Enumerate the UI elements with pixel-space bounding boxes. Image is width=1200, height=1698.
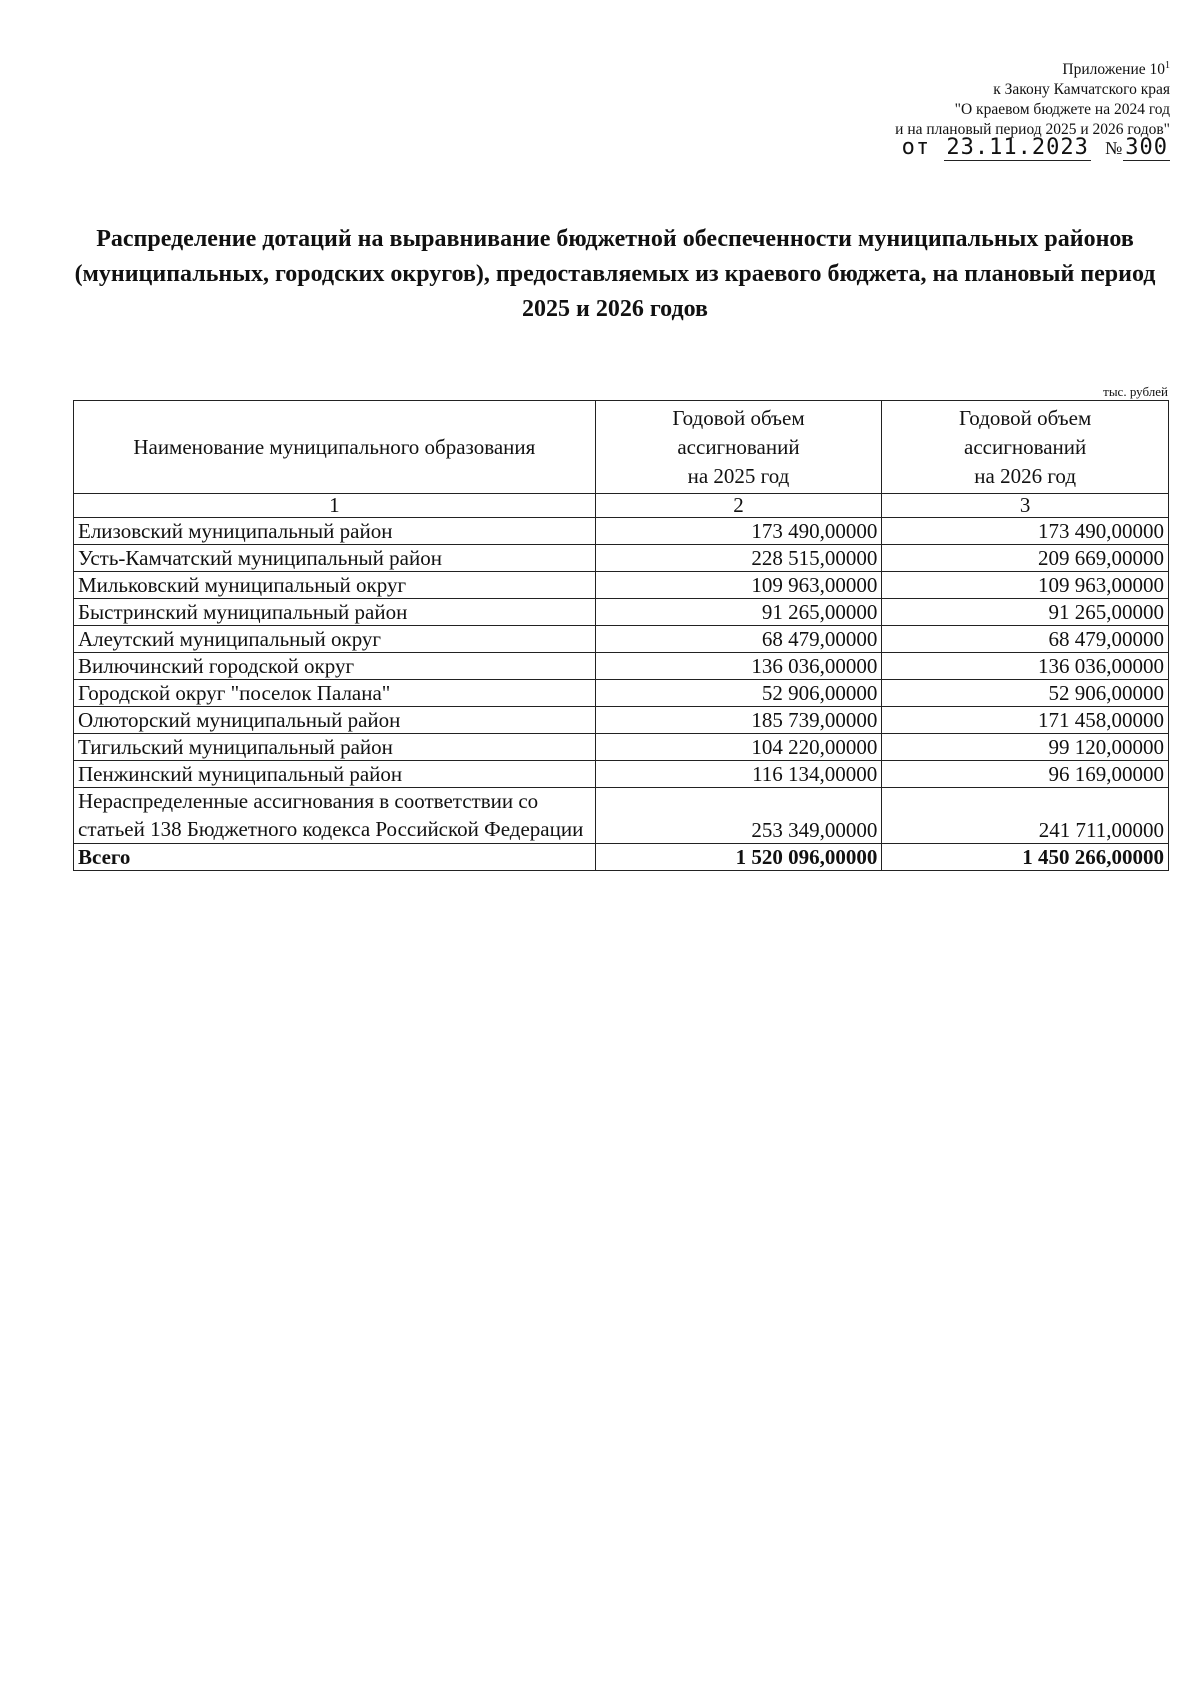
- header-2026-line-1: Годовой объем: [959, 405, 1092, 430]
- header-2025: [595, 401, 882, 494]
- appendix-line-3: "О краевом бюджете на 2024 год: [954, 101, 1170, 118]
- row-2026: 171 458,00000: [882, 707, 1169, 734]
- row-name: Городской округ "поселок Палана": [74, 680, 596, 707]
- header-2026: [882, 401, 1169, 494]
- row-2025: 68 479,00000: [595, 626, 882, 653]
- row-name: Нераспределенные ассигнования в соответствии со статьей 138 Бюджетного кодекса Российской Федерации: [74, 788, 596, 844]
- total-label: Всего: [74, 844, 596, 871]
- row-2025: 109 963,00000: [595, 572, 882, 599]
- row-2026: 52 906,00000: [882, 680, 1169, 707]
- table-row: [74, 518, 1169, 545]
- row-name: Вилючинский городской округ: [74, 653, 596, 680]
- table-row: [74, 707, 1169, 734]
- row-2026: 209 669,00000: [882, 545, 1169, 572]
- total-2025: 1 520 096,00000: [595, 844, 882, 871]
- row-2026: 68 479,00000: [882, 626, 1169, 653]
- header-2025-line-3: на 2025 год: [687, 463, 790, 488]
- law-number: 300: [1125, 135, 1168, 160]
- row-name: Олюторский муниципальный район: [74, 707, 596, 734]
- row-name: Пенжинский муниципальный район: [74, 761, 596, 788]
- header-2025-line-2: ассигнований: [677, 434, 800, 459]
- row-2026: 136 036,00000: [882, 653, 1169, 680]
- header-2025-line-1: Годовой объем: [672, 405, 805, 430]
- table-row: [74, 599, 1169, 626]
- appendix-line-4: и на плановый период 2025 и 2026 годов": [895, 121, 1170, 138]
- date-prefix: от: [901, 135, 931, 160]
- table-row: [74, 545, 1169, 572]
- table-row: [74, 653, 1169, 680]
- column-number-1: 1: [74, 494, 596, 518]
- row-name: Тигильский муниципальный район: [74, 734, 596, 761]
- row-2026: 91 265,00000: [882, 599, 1169, 626]
- appendix-block: [750, 60, 1170, 160]
- row-2025: 253 349,00000: [595, 788, 882, 844]
- distribution-table: [73, 400, 1169, 871]
- table-row: [74, 626, 1169, 653]
- appendix-line-2: к Закону Камчатского края: [993, 81, 1170, 98]
- table-row: [74, 788, 1169, 844]
- row-name: Алеутский муниципальный округ: [74, 626, 596, 653]
- row-2026: 96 169,00000: [882, 761, 1169, 788]
- row-2026: 241 711,00000: [882, 788, 1169, 844]
- units-label: тыс. рублей: [1103, 384, 1168, 399]
- header-2026-line-2: ассигнований: [964, 434, 1087, 459]
- law-date-number: [750, 136, 1170, 160]
- table-row: [74, 734, 1169, 761]
- header-2026-line-3: на 2026 год: [974, 463, 1077, 488]
- row-2025: 136 036,00000: [595, 653, 882, 680]
- table-row: [74, 680, 1169, 707]
- row-2026: 173 490,00000: [882, 518, 1169, 545]
- column-number-3: 3: [882, 494, 1169, 518]
- document-title: Распределение дотаций на выравнивание бюджетной обеспеченности муниципальных районов (муниципальных, городских округов), предоставляемых из краевого бюджета, на плановый период 2025 и 2026 годов: [74, 226, 1156, 322]
- number-prefix: №: [1105, 138, 1124, 158]
- row-name: Елизовский муниципальный район: [74, 518, 596, 545]
- row-2025: 173 490,00000: [595, 518, 882, 545]
- appendix-line-1: [750, 60, 1170, 80]
- row-2026: 109 963,00000: [882, 572, 1169, 599]
- appendix-superscript: 1: [1165, 59, 1170, 71]
- column-number-2: 2: [595, 494, 882, 518]
- row-name: Мильковский муниципальный округ: [74, 572, 596, 599]
- row-2025: 104 220,00000: [595, 734, 882, 761]
- row-2025: 91 265,00000: [595, 599, 882, 626]
- law-date: 23.11.2023: [946, 135, 1089, 160]
- row-2025: 185 739,00000: [595, 707, 882, 734]
- row-2025: 116 134,00000: [595, 761, 882, 788]
- table-row: [74, 761, 1169, 788]
- total-2026: 1 450 266,00000: [882, 844, 1169, 871]
- row-2026: 99 120,00000: [882, 734, 1169, 761]
- row-name: Усть-Камчатский муниципальный район: [74, 545, 596, 572]
- row-2025: 52 906,00000: [595, 680, 882, 707]
- total-row: [74, 844, 1169, 871]
- table-row: [74, 572, 1169, 599]
- header-name: Наименование муниципального образования: [74, 401, 596, 494]
- appendix-title: Приложение 10: [1062, 61, 1165, 78]
- row-2025: 228 515,00000: [595, 545, 882, 572]
- row-name: Быстринский муниципальный район: [74, 599, 596, 626]
